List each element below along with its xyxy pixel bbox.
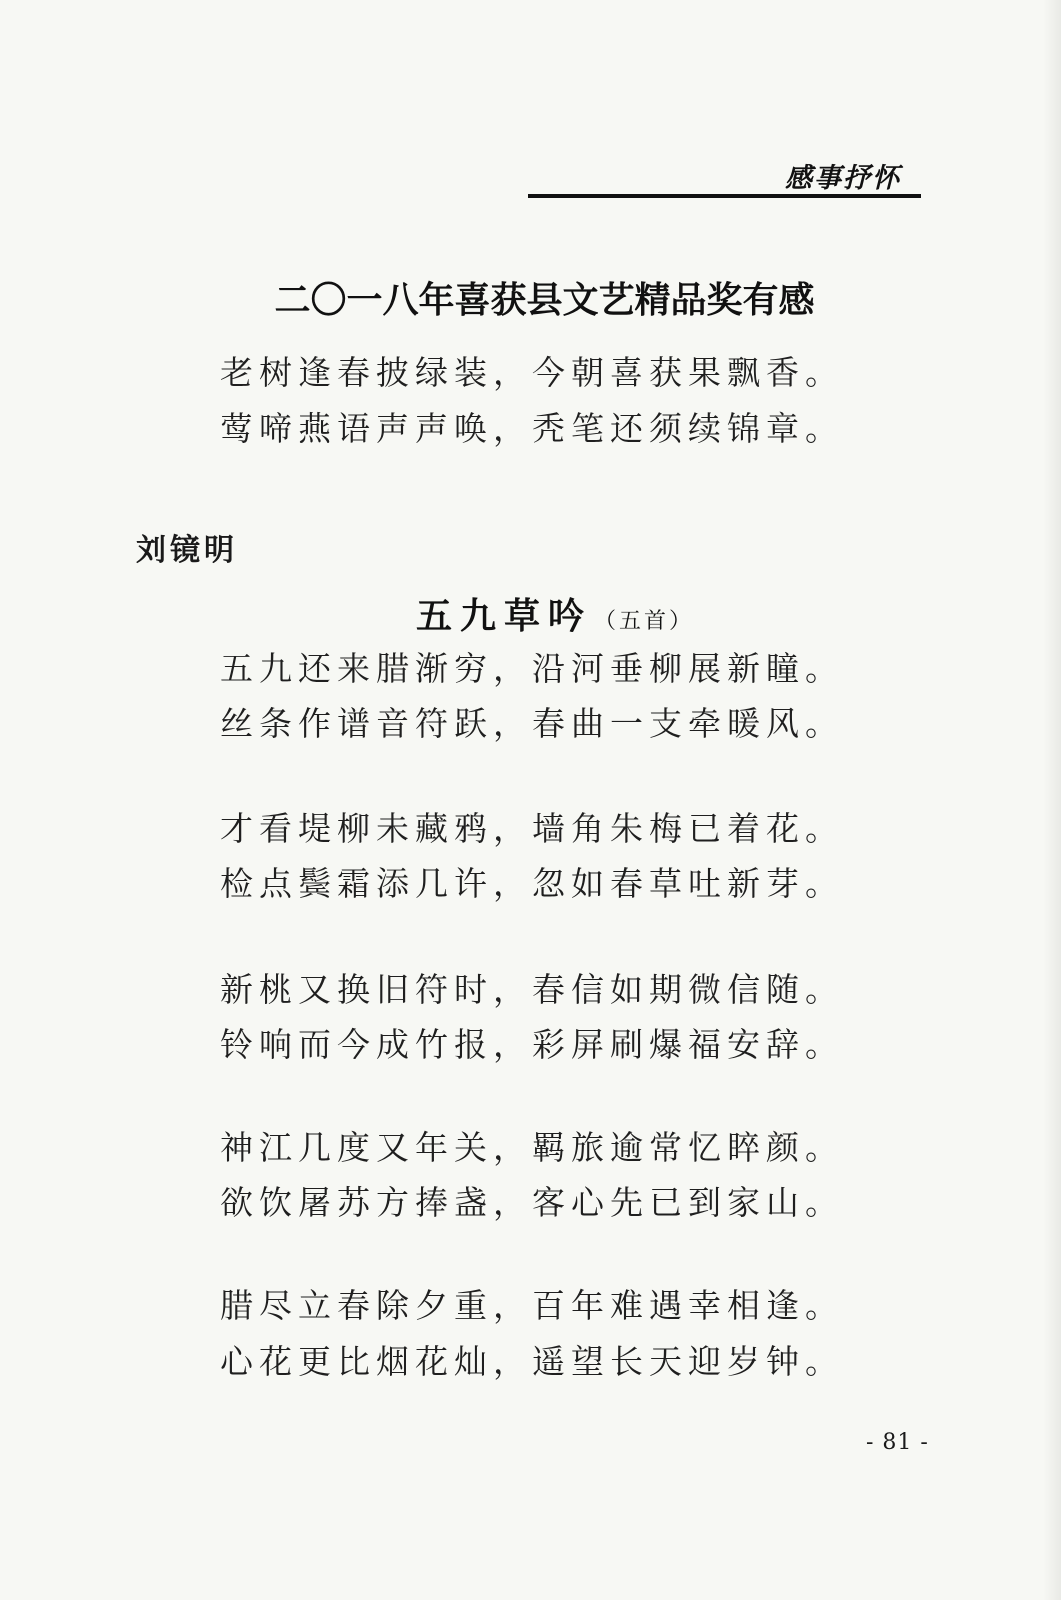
poem-line: 莺啼燕语声声唤，秃笔还须续锦章。 [220,409,844,448]
section-header: 感事抒怀 [785,163,901,194]
page-number: - 81 - [866,1430,929,1455]
poem-line: 腊尽立春除夕重，百年难遇幸相逢。 [220,1286,844,1325]
poem-title [416,588,694,639]
poem-title: 二〇一八年喜获县文艺精品奖有感 [274,279,815,321]
poem-line: 心花更比烟花灿，遥望长天迎岁钟。 [220,1342,844,1381]
poem-line: 神江几度又年关，羁旅逾常忆睟颜。 [220,1128,844,1167]
page-edge-shadow [1043,0,1061,1600]
poem-line: 丝条作谱音符跃，春曲一支牵暖风。 [220,704,844,743]
poem-title-note: （五首） [594,609,695,634]
poem-line: 检点鬓霜添几许，忽如春草吐新芽。 [220,864,844,903]
poem-line: 才看堤柳未藏鸦，墙角朱梅已着花。 [220,809,844,848]
poem-title-text: 五九草吟 [416,595,593,637]
poem-line: 欲饮屠苏方捧盏，客心先已到家山。 [220,1183,844,1222]
header-rule [528,194,921,198]
poem-line: 铃响而今成竹报，彩屏刷爆福安辞。 [220,1025,844,1064]
poem-line: 新桃又换旧符时，春信如期微信随。 [220,970,844,1009]
poem-line: 老树逢春披绿装，今朝喜获果飘香。 [220,353,844,392]
poem-line: 五九还来腊渐穷，沿河垂柳展新瞳。 [220,649,844,688]
author-name: 刘镜明 [136,533,238,568]
